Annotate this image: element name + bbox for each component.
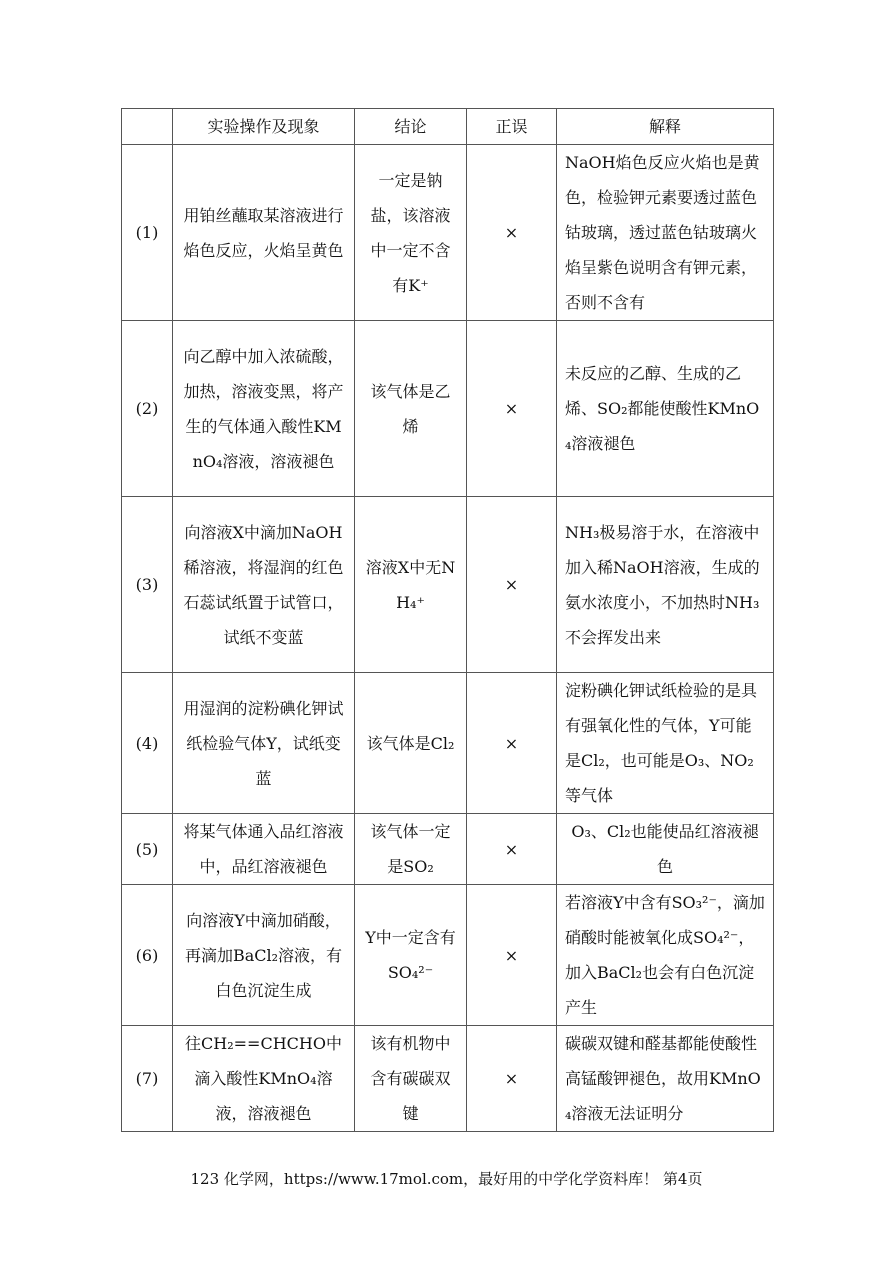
row-explanation: 淀粉碘化钾试纸检验的是具有强氧化性的气体，Y可能是Cl₂，也可能是O₃、NO₂等气体	[557, 673, 774, 814]
table-row	[122, 497, 774, 673]
row-explanation: 未反应的乙醇、生成的乙烯、SO₂都能使酸性KMnO₄溶液褪色	[557, 321, 774, 497]
row-judgement: ×	[467, 145, 557, 321]
table-row	[122, 814, 774, 885]
row-conclusion: 该有机物中含有碳碳双键	[355, 1026, 467, 1132]
row-conclusion: 一定是钠盐，该溶液中一定不含有K⁺	[355, 145, 467, 321]
table-row	[122, 673, 774, 814]
row-index: (4)	[122, 673, 173, 814]
header-index	[122, 109, 173, 145]
row-index: (7)	[122, 1026, 173, 1132]
row-judgement: ×	[467, 1026, 557, 1132]
header-operation: 实验操作及现象	[173, 109, 355, 145]
row-operation: 用湿润的淀粉碘化钾试纸检验气体Y，试纸变蓝	[173, 673, 355, 814]
row-judgement: ×	[467, 814, 557, 885]
row-operation: 向溶液Y中滴加硝酸，再滴加BaCl₂溶液，有白色沉淀生成	[173, 885, 355, 1026]
row-operation: 用铂丝蘸取某溶液进行焰色反应，火焰呈黄色	[173, 145, 355, 321]
row-explanation: NaOH焰色反应火焰也是黄色，检验钾元素要透过蓝色钴玻璃，透过蓝色钴玻璃火焰呈紫色说明含有钾元素，否则不含有	[557, 145, 774, 321]
row-conclusion: 该气体是乙烯	[355, 321, 467, 497]
row-conclusion: 该气体是Cl₂	[355, 673, 467, 814]
row-index: (3)	[122, 497, 173, 673]
row-index: (1)	[122, 145, 173, 321]
row-judgement: ×	[467, 885, 557, 1026]
row-conclusion: Y中一定含有SO₄²⁻	[355, 885, 467, 1026]
row-index: (5)	[122, 814, 173, 885]
row-explanation: O₃、Cl₂也能使品红溶液褪色	[557, 814, 774, 885]
row-explanation: NH₃极易溶于水，在溶液中加入稀NaOH溶液，生成的氨水浓度小，不加热时NH₃不会挥发出来	[557, 497, 774, 673]
row-judgement: ×	[467, 321, 557, 497]
row-explanation: 若溶液Y中含有SO₃²⁻，滴加硝酸时能被氧化成SO₄²⁻，加入BaCl₂也会有白色沉淀产生	[557, 885, 774, 1026]
row-index: (6)	[122, 885, 173, 1026]
row-judgement: ×	[467, 497, 557, 673]
header-conclusion: 结论	[355, 109, 467, 145]
table-row	[122, 885, 774, 1026]
experiment-table	[121, 108, 774, 1132]
row-index: (2)	[122, 321, 173, 497]
row-operation: 向乙醇中加入浓硫酸，加热，溶液变黑，将产生的气体通入酸性KMnO₄溶液，溶液褪色	[173, 321, 355, 497]
row-operation: 向溶液X中滴加NaOH稀溶液，将湿润的红色石蕊试纸置于试管口，试纸不变蓝	[173, 497, 355, 673]
header-judgement: 正误	[467, 109, 557, 145]
page-footer: 123 化学网，https://www.17mol.com，最好用的中学化学资料库！ 第4页	[190, 1170, 703, 1188]
table-row	[122, 1026, 774, 1132]
row-explanation: 碳碳双键和醛基都能使酸性高锰酸钾褪色，故用KMnO₄溶液无法证明分	[557, 1026, 774, 1132]
table-row	[122, 145, 774, 321]
row-operation: 往CH₂==CHCHO中滴入酸性KMnO₄溶液，溶液褪色	[173, 1026, 355, 1132]
header-explanation: 解释	[557, 109, 774, 145]
row-judgement: ×	[467, 673, 557, 814]
row-conclusion: 溶液X中无NH₄⁺	[355, 497, 467, 673]
row-operation: 将某气体通入品红溶液中，品红溶液褪色	[173, 814, 355, 885]
table-row	[122, 321, 774, 497]
table-header-row	[122, 109, 774, 145]
row-conclusion: 该气体一定是SO₂	[355, 814, 467, 885]
